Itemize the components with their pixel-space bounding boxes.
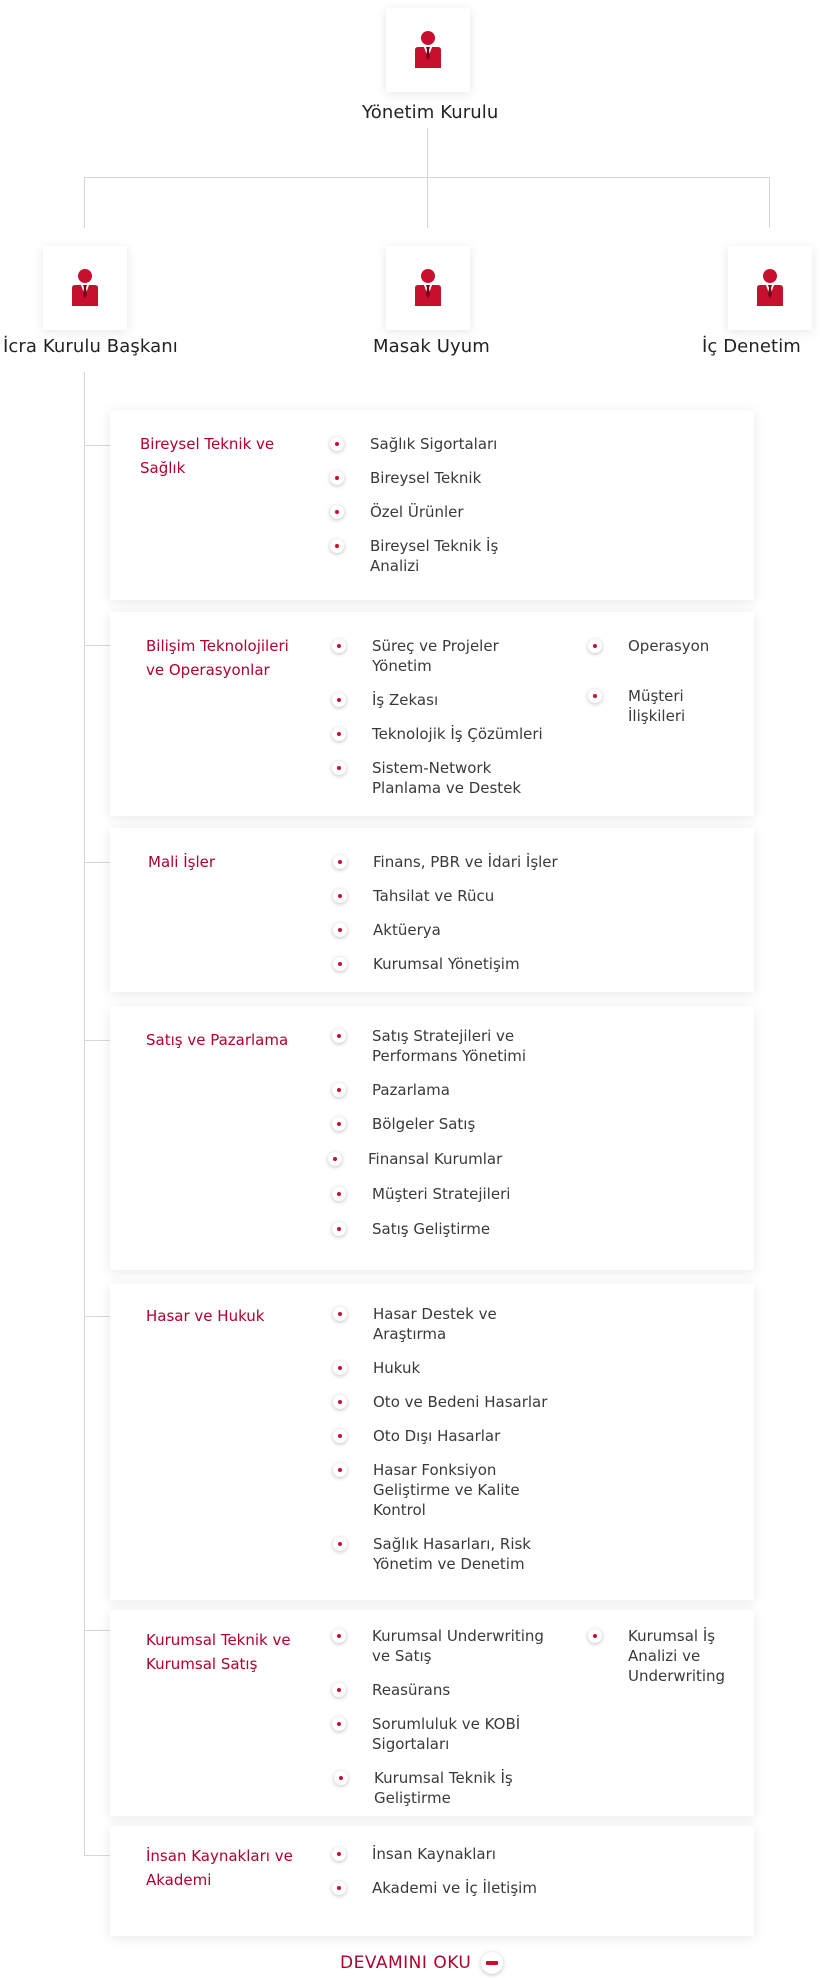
bullet-icon xyxy=(588,1629,602,1643)
bullet-icon xyxy=(330,471,344,485)
list-item: Sorumluluk ve KOBİ Sigortaları xyxy=(372,1714,542,1754)
department-card xyxy=(110,612,754,816)
minus-icon xyxy=(481,1952,503,1974)
person-icon xyxy=(755,268,785,308)
bullet-icon xyxy=(332,1187,346,1201)
bullet-icon xyxy=(333,1361,347,1375)
person-icon xyxy=(413,268,443,308)
list-item: Tahsilat ve Rücu xyxy=(373,886,573,906)
bullet-icon xyxy=(333,1429,347,1443)
list-item: Hasar Destek ve Araştırma xyxy=(373,1304,533,1344)
bullet-icon xyxy=(332,639,346,653)
department-title: Mali İşler xyxy=(148,853,216,871)
connector-right-drop xyxy=(769,177,770,228)
bullet-icon xyxy=(333,889,347,903)
list-item: İnsan Kaynakları xyxy=(372,1844,572,1864)
bullet-icon xyxy=(333,1463,347,1477)
list-item: Kurumsal İş Analizi ve Underwriting xyxy=(628,1626,743,1686)
ceo-label: İcra Kurulu Başkanı xyxy=(3,336,178,357)
bullet-icon xyxy=(332,1881,346,1895)
list-item: İş Zekası xyxy=(372,690,552,710)
connector-top-vertical xyxy=(427,128,428,228)
list-item: Aktüerya xyxy=(373,920,573,940)
bullet-icon xyxy=(328,1152,342,1166)
bullet-icon xyxy=(330,437,344,451)
bullet-icon xyxy=(332,1222,346,1236)
list-item: Sağlık Hasarları, Risk Yönetim ve Denetim xyxy=(373,1534,543,1574)
list-item: Bireysel Teknik xyxy=(370,468,520,488)
list-item: Finansal Kurumlar xyxy=(368,1149,568,1169)
list-item: Akademi ve İç İletişim xyxy=(372,1878,592,1898)
bullet-icon xyxy=(332,761,346,775)
department-card xyxy=(110,1610,754,1816)
bullet-icon xyxy=(334,1771,348,1785)
list-item: Sistem-Network Planlama ve Destek xyxy=(372,758,542,798)
bullet-icon xyxy=(333,923,347,937)
department-title: Bireysel Teknik ve Sağlık xyxy=(140,435,275,477)
person-icon xyxy=(413,30,443,70)
bullet-icon xyxy=(333,855,347,869)
bullet-icon xyxy=(332,1683,346,1697)
bullet-icon xyxy=(333,1307,347,1321)
bullet-icon xyxy=(332,1847,346,1861)
list-item: Hasar Fonksiyon Geliştirme ve Kalite Kontrol xyxy=(373,1460,533,1520)
bullet-icon xyxy=(330,539,344,553)
bullet-icon xyxy=(332,1717,346,1731)
list-item: Kurumsal Teknik İş Geliştirme xyxy=(374,1768,534,1808)
connector-branch xyxy=(84,1040,110,1041)
ceo-node-box xyxy=(43,246,127,330)
list-item: Satış Geliştirme xyxy=(372,1219,572,1239)
list-item: Operasyon xyxy=(628,636,738,656)
list-item: Teknolojik İş Çözümleri xyxy=(372,724,562,744)
bullet-icon xyxy=(332,1029,346,1043)
department-title: Satış ve Pazarlama xyxy=(146,1031,289,1049)
masak-label: Masak Uyum xyxy=(373,336,490,357)
list-item: Sağlık Sigortaları xyxy=(370,434,520,454)
list-item: Reasürans xyxy=(372,1680,562,1700)
department-title: Bilişim Teknolojileri ve Operasyonlar xyxy=(146,637,289,679)
list-item: Süreç ve Projeler Yönetim xyxy=(372,636,522,676)
department-title: Hasar ve Hukuk xyxy=(146,1307,265,1325)
department-title: Kurumsal Teknik ve Kurumsal Satış xyxy=(146,1631,291,1673)
department-card xyxy=(110,1826,754,1936)
department-card xyxy=(110,1006,754,1270)
bullet-icon xyxy=(588,689,602,703)
department-card xyxy=(110,1284,754,1600)
bullet-icon xyxy=(332,1083,346,1097)
audit-node-box xyxy=(728,246,812,330)
masak-node-box xyxy=(386,246,470,330)
connector-branch xyxy=(84,1316,110,1317)
bullet-icon xyxy=(330,505,344,519)
connector-branch xyxy=(84,1855,110,1856)
audit-label: İç Denetim xyxy=(702,336,801,357)
list-item: Oto ve Bedeni Hasarlar xyxy=(373,1392,593,1412)
list-item: Pazarlama xyxy=(372,1080,572,1100)
list-item: Kurumsal Yönetişim xyxy=(373,954,573,974)
connector-main-spine xyxy=(84,372,85,1856)
bullet-icon xyxy=(332,1629,346,1643)
list-item: Hukuk xyxy=(373,1358,573,1378)
connector-branch xyxy=(84,1630,110,1631)
read-more-label: DEVAMINI OKU xyxy=(340,1953,472,1973)
connector-horizontal xyxy=(84,177,770,178)
bullet-icon xyxy=(588,639,602,653)
read-more-button[interactable] xyxy=(340,1952,503,1974)
bullet-icon xyxy=(332,1117,346,1131)
list-item: Özel Ürünler xyxy=(370,502,520,522)
bullet-icon xyxy=(333,1395,347,1409)
list-item: Bölgeler Satış xyxy=(372,1114,572,1134)
bullet-icon xyxy=(333,1537,347,1551)
board-label: Yönetim Kurulu xyxy=(362,102,499,123)
list-item: Kurumsal Underwriting ve Satış xyxy=(372,1626,562,1666)
list-item: Oto Dışı Hasarlar xyxy=(373,1426,573,1446)
list-item: Müşteri İlişkileri xyxy=(628,686,708,726)
list-item: Finans, PBR ve İdari İşler xyxy=(373,852,603,872)
department-card xyxy=(110,410,754,600)
list-item: Müşteri Stratejileri xyxy=(372,1184,572,1204)
person-icon xyxy=(70,268,100,308)
department-title: İnsan Kaynakları ve Akademi xyxy=(146,1847,293,1889)
connector-branch xyxy=(84,862,110,863)
bullet-icon xyxy=(332,693,346,707)
connector-branch xyxy=(84,445,110,446)
department-card xyxy=(110,828,754,992)
bullet-icon xyxy=(332,727,346,741)
list-item: Satış Stratejileri ve Performans Yönetimi xyxy=(372,1026,562,1066)
bullet-icon xyxy=(333,957,347,971)
board-node-box xyxy=(386,8,470,92)
list-item: Bireysel Teknik İş Analizi xyxy=(370,536,500,576)
connector-branch xyxy=(84,645,110,646)
connector-left-drop xyxy=(84,177,85,228)
